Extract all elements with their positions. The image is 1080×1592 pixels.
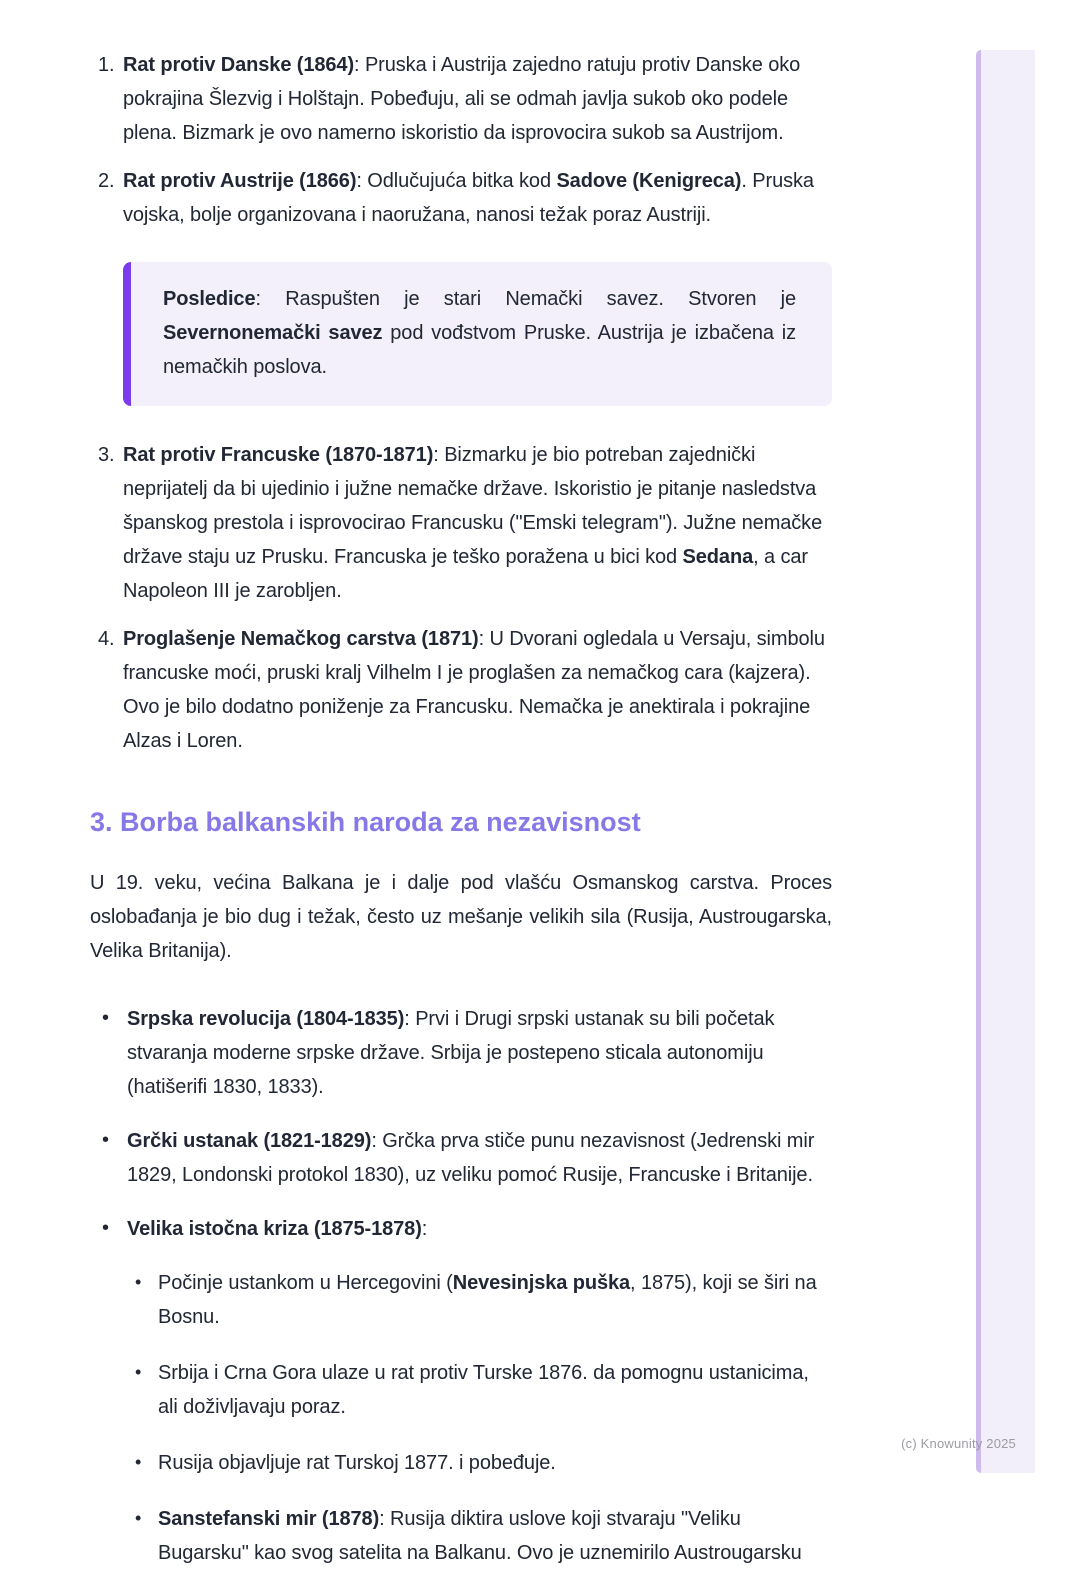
nested-bullet-list (90, 1266, 832, 1570)
bullet-text: Grčki ustanak (1821-1829): Grčka prva stiče punu nezavisnost (Jedrenski mir 1829, Londonski protokol 1830), uz veliku pomoć Rusije, Francuske i Britanije. (127, 1130, 815, 1186)
callout-text: Posledice: Raspušten je stari Nemački savez. Stvoren je Severnonemački savez pod vođstvom Pruske. Austrija je izbačena iz nemačkih poslova. (163, 288, 796, 378)
nested-bullet-item-sanstefanski-mir (90, 1502, 832, 1570)
bullet-dot-icon: • (102, 1217, 109, 1239)
bullet-list (90, 1002, 832, 1570)
bullet-text: Počinje ustankom u Hercegovini (Nevesinjska puška, 1875), koji se širi na Bosnu. (158, 1272, 817, 1328)
item-text: Rat protiv Francuske (1870-1871): Bizmarku je bio potreban zajednički neprijatelj da bi ujedinio i južne nemačke države. Iskoristio je pitanje nasledstva španskog prestola i isprovocirao Francusku ("Emski telegram"). Južne nemačke države staju uz Prusku. Francuska je teško poražena u bici kod Sedana, a car Napoleon III je zarobljen. (123, 444, 823, 602)
copyright-watermark: (c) Knowunity 2025 (901, 1436, 1016, 1451)
numbered-item-3 (90, 438, 832, 608)
item-number: 2. (98, 170, 115, 192)
bullet-text: Srbija i Crna Gora ulaze u rat protiv Turske 1876. da pomognu ustanicima, ali doživljavaju poraz. (158, 1362, 809, 1418)
bullet-text: Sanstefanski mir (1878): Rusija diktira uslove koji stvaraju "Veliku Bugarsku" kao svog satelita na Balkanu. Ovo je uznemirilo Austrougarsku (158, 1508, 802, 1564)
bullet-text: Srpska revolucija (1804-1835): Prvi i Drugi srpski ustanak su bili početak stvaranja moderne srpske države. Srbija je postepeno sticala autonomiju (hatišerifi 1830, 1833). (127, 1008, 775, 1098)
section-heading: 3. Borba balkanskih naroda za nezavisnost (90, 807, 641, 837)
bullet-dot-icon: • (135, 1362, 142, 1382)
bullet-text: Rusija objavljuje rat Turskoj 1877. i pobeđuje. (158, 1452, 556, 1474)
bullet-item-srpska-revolucija (90, 1002, 832, 1104)
item-text: Proglašenje Nemačkog carstva (1871): U Dvorani ogledala u Versaju, simbolu francuske moći, pruski kralj Vilhelm I je proglašen za nemačkog cara (kajzera). Ovo je bilo dodatno poniženje za Francusku. Nemačka je anektirala i pokrajine Alzas i Loren. (123, 628, 825, 752)
nested-bullet-item-nevesinjska-puska (90, 1266, 832, 1334)
nested-bullet-item-srbija-crna-gora (90, 1356, 832, 1424)
bullet-dot-icon: • (135, 1452, 142, 1472)
nested-bullet-item-rusija-rat (90, 1446, 832, 1480)
next-page-edge[interactable] (976, 50, 1035, 1473)
item-number: 3. (98, 444, 115, 466)
bullet-text: Velika istočna kriza (1875-1878): (127, 1218, 428, 1240)
item-text: Rat protiv Austrije (1866): Odlučujuća bitka kod Sadove (Kenigreca). Pruska vojska, bolje organizovana i naoružana, nanosi težak poraz Austriji. (123, 170, 814, 226)
item-text: Rat protiv Danske (1864): Pruska i Austrija zajedno ratuju protiv Danske oko pokrajina Šlezvig i Holštajn. Pobeđuju, ali se odmah javlja sukob oko podele plena. Bizmark je ovo namerno iskoristio da isprovocira sukob sa Austrijom. (123, 54, 801, 144)
numbered-item-1 (90, 48, 832, 150)
bullet-dot-icon: • (135, 1272, 142, 1292)
bullet-item-velika-istocna-kriza (90, 1212, 832, 1246)
numbered-item-4 (90, 622, 832, 758)
consequences-callout (123, 262, 832, 406)
item-number: 1. (98, 54, 115, 76)
numbered-item-2 (90, 164, 832, 232)
section-intro-paragraph: U 19. veku, većina Balkana je i dalje pod vlašću Osmanskog carstva. Proces oslobađanja je bio dug i težak, često uz mešanje velikih sila (Rusija, Austrougarska, Velika Britanija). (90, 872, 832, 962)
page-content (90, 48, 832, 1592)
bullet-dot-icon: • (102, 1007, 109, 1029)
item-number: 4. (98, 628, 115, 650)
bullet-dot-icon: • (135, 1508, 142, 1528)
bullet-item-grcki-ustanak (90, 1124, 832, 1192)
bullet-dot-icon: • (102, 1129, 109, 1151)
